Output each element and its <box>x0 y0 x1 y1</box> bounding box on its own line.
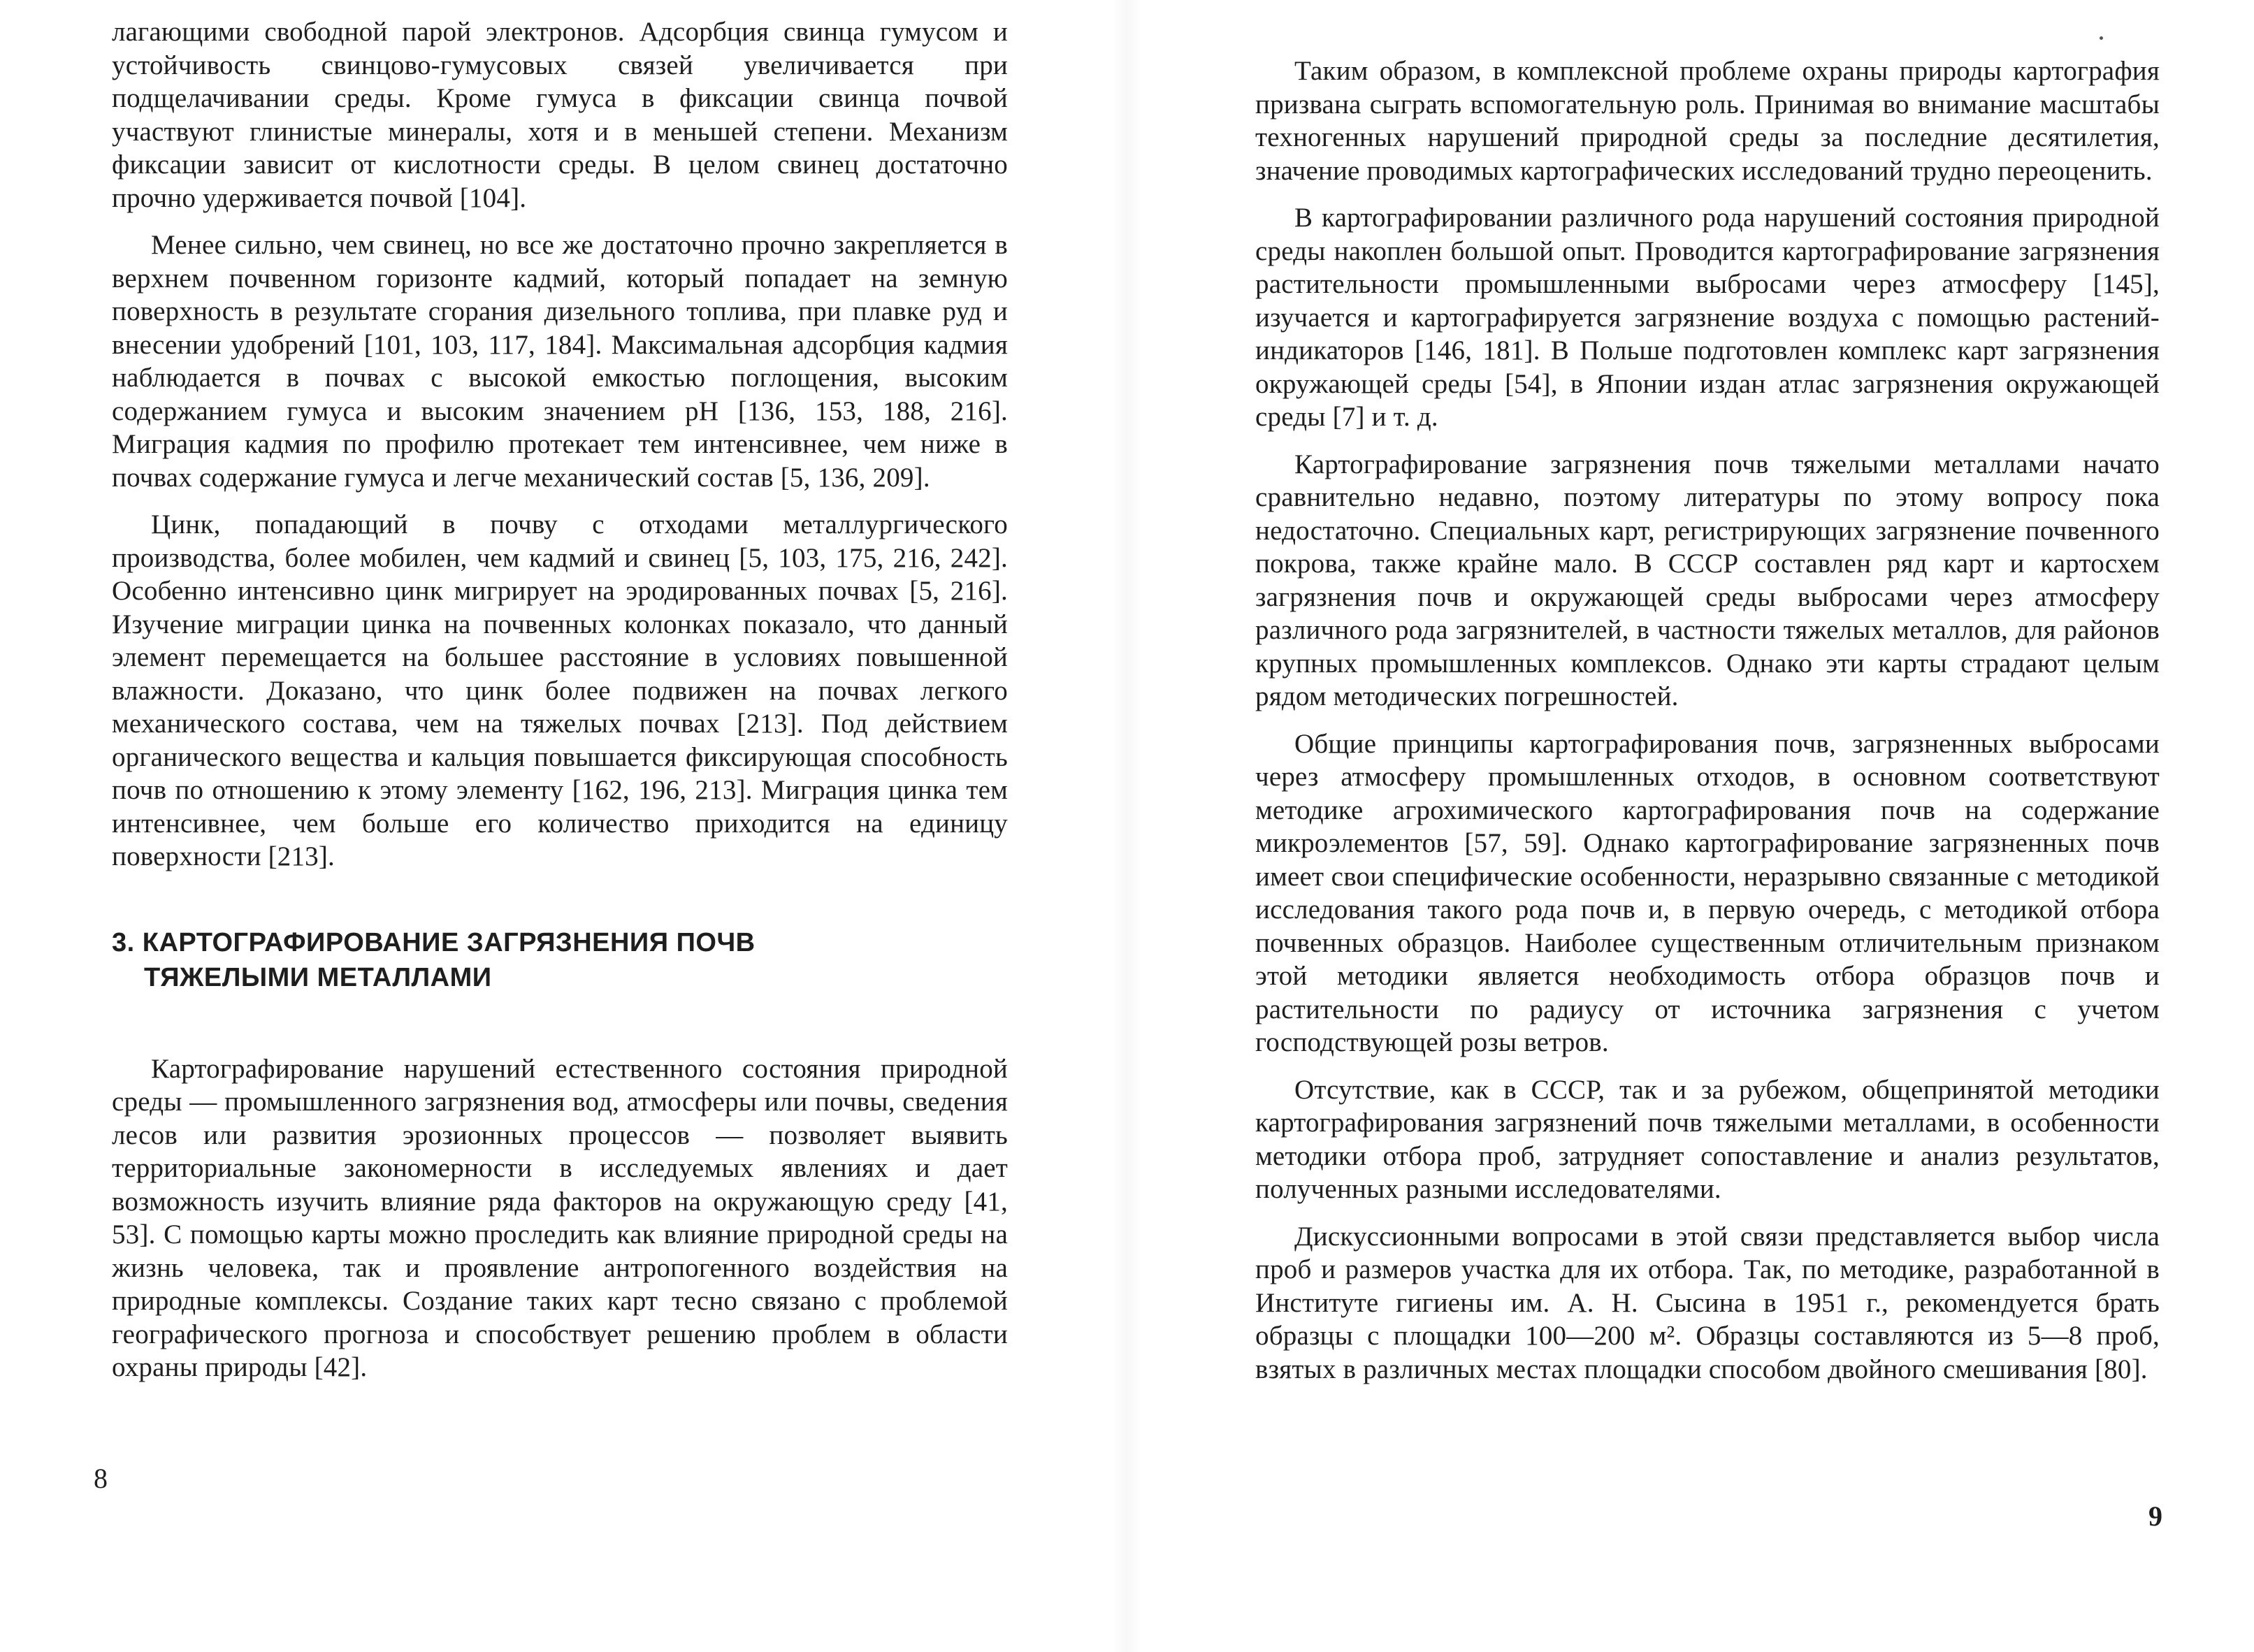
paragraph: Таким образом, в комплексной проблеме охраны природы картография призвана сыграть вспомогательную роль. Принимая во внимание масштабы техногенных нарушений природной среды за последние десятилетия, значение проводимых картографических исследований трудно переоценить. <box>1255 56 2160 186</box>
left-text-column <box>112 15 1008 1398</box>
paragraph: Дискуссионными вопросами в этой связи представляется выбор числа проб и размеров участка для их отбора. Так, по методике, разработанной в Институте гигиены им. А. Н. Сысина в 1951 г., рекомендуется брать образцы с площадки 100—200 м². Образцы составляются из 5—8 проб, взятых в различных местах площадки способом двойного смешивания [80]. <box>1255 1221 2160 1384</box>
paragraph: Цинк, попадающий в почву с отходами металлургического производства, более мобилен, чем кадмий и свинец [5, 103, 175, 216, 242]. Особенно интенсивно цинк мигрирует на эродированных почвах [5, 216]. Изучение миграции цинка на почвенных колонках показало, что данный элемент перемещается на большее расстояние в условиях повышенной влажности. Доказано, что цинк более подвижен на почвах легкого механического состава, чем на тяжелых почвах [213]. Под действием органического вещества и кальция повышается фиксирующая способность почв по отношению к этому элементу [162, 196, 213]. Миграция цинка тем интенсивнее, чем больше его количество приходится на единицу поверхности [213]. <box>112 509 1008 871</box>
paragraph: Картографирование загрязнения почв тяжелыми металлами начато сравнительно недавно, поэтому литературы по этому вопросу пока недостаточно. Специальных карт, регистрирующих загрязнение почвенного покрова, также крайне мало. В СССР составлен ряд карт и картосхем загрязнения почв и окружающей среды выбросами через атмосферу различного рода загрязнителей, в частности тяжелых металлов, для районов крупных промышленных комплексов. Однако эти карты страдают целым рядом методических погрешностей. <box>1255 449 2160 711</box>
paragraph: Менее сильно, чем свинец, но все же достаточно прочно закрепляется в верхнем почвенном горизонте кадмий, который попадает на земную поверхность в результате сгорания дизельного топлива, при плавке руд и внесении удобрений [101, 103, 117, 184]. Максимальная адсорбция кадмия наблюдается в почвах с высокой емкостью поглощения, высоким содержанием гумуса и высоким значением pH [136, 153, 188, 216]. Миграция кадмия по профилю протекает тем интенсивнее, чем ниже в почвах содержание гумуса и легче механический состав [5, 136, 209]. <box>112 230 1008 493</box>
scan-speck <box>2100 36 2103 40</box>
section-heading <box>112 925 1008 995</box>
section-heading-line1: 3. КАРТОГРАФИРОВАНИЕ ЗАГРЯЗНЕНИЯ ПОЧВ <box>112 927 756 957</box>
page-number-left: 8 <box>94 1463 108 1494</box>
right-text-column <box>1255 55 2160 1400</box>
paragraph: лагающими свободной парой электронов. Адсорбция свинца гумусом и устойчивость свинцово-гумусовых связей увеличивается при подщелачивании среды. Кроме гумуса в фиксации свинца почвой участвуют глинистые минералы, хотя и в меньшей степени. Механизм фиксации зависит от кислотности среды. В целом свинец достаточно прочно удерживается почвой [104]. <box>112 17 1008 213</box>
paragraph: Отсутствие, как в СССР, так и за рубежом, общепринятой методики картографирования загрязнений почв тяжелыми металлами, в особенности методики отбора проб, затрудняет сопоставление и анализ результатов, полученных разными исследователями. <box>1255 1074 2160 1204</box>
paragraph: В картографировании различного рода нарушений состояния природной среды накоплен большой опыт. Проводится картографирование загрязнения растительности промышленными выбросами через атмосферу [145], изучается и картографируется загрязнение воздуха с помощью растений-индикаторов [146, 181]. В Польше подготовлен комплекс карт загрязнения окружающей среды [54], в Японии издан атлас загрязнения окружающей среды [7] и т. д. <box>1255 203 2160 432</box>
section-heading-line2: ТЯЖЕЛЫМИ МЕТАЛЛАМИ <box>144 962 492 992</box>
page-number-right: 9 <box>2148 1500 2162 1532</box>
paragraph: Картографирование нарушений естественного состояния природной среды — промышленного загрязнения вод, атмосферы или почвы, сведения лесов или развития эрозионных процессов — позволяет выявить территориальные закономерности в исследуемых явлениях и дает возможность изучить влияние ряда факторов на окружающую среду [41, 53]. С помощью карты можно проследить как влияние природной среды на жизнь человека, так и проявление антропогенного воздействия на природные комплексы. Создание таких карт тесно связано с проблемой географического прогноза и способствует решению проблем в области охраны природы [42]. <box>112 1053 1008 1382</box>
right-page <box>1127 0 2254 1652</box>
paragraph: Общие принципы картографирования почв, загрязненных выбросами через атмосферу промышленных отходов, в основном соответствуют методике агрохимического картографирования почв на содержание микроэлементов [57, 59]. Однако картографирование загрязненных почв имеет свои специфические особенности, неразрывно связанные с методикой исследования такого рода почв и, в первую очередь, с методикой отбора почвенных образцов. Наиболее существенным отличительным признаком этой методики является необходимость отбора образцов почв и растительности по радиусу от источника загрязнения с учетом господствующей розы ветров. <box>1255 728 2160 1057</box>
